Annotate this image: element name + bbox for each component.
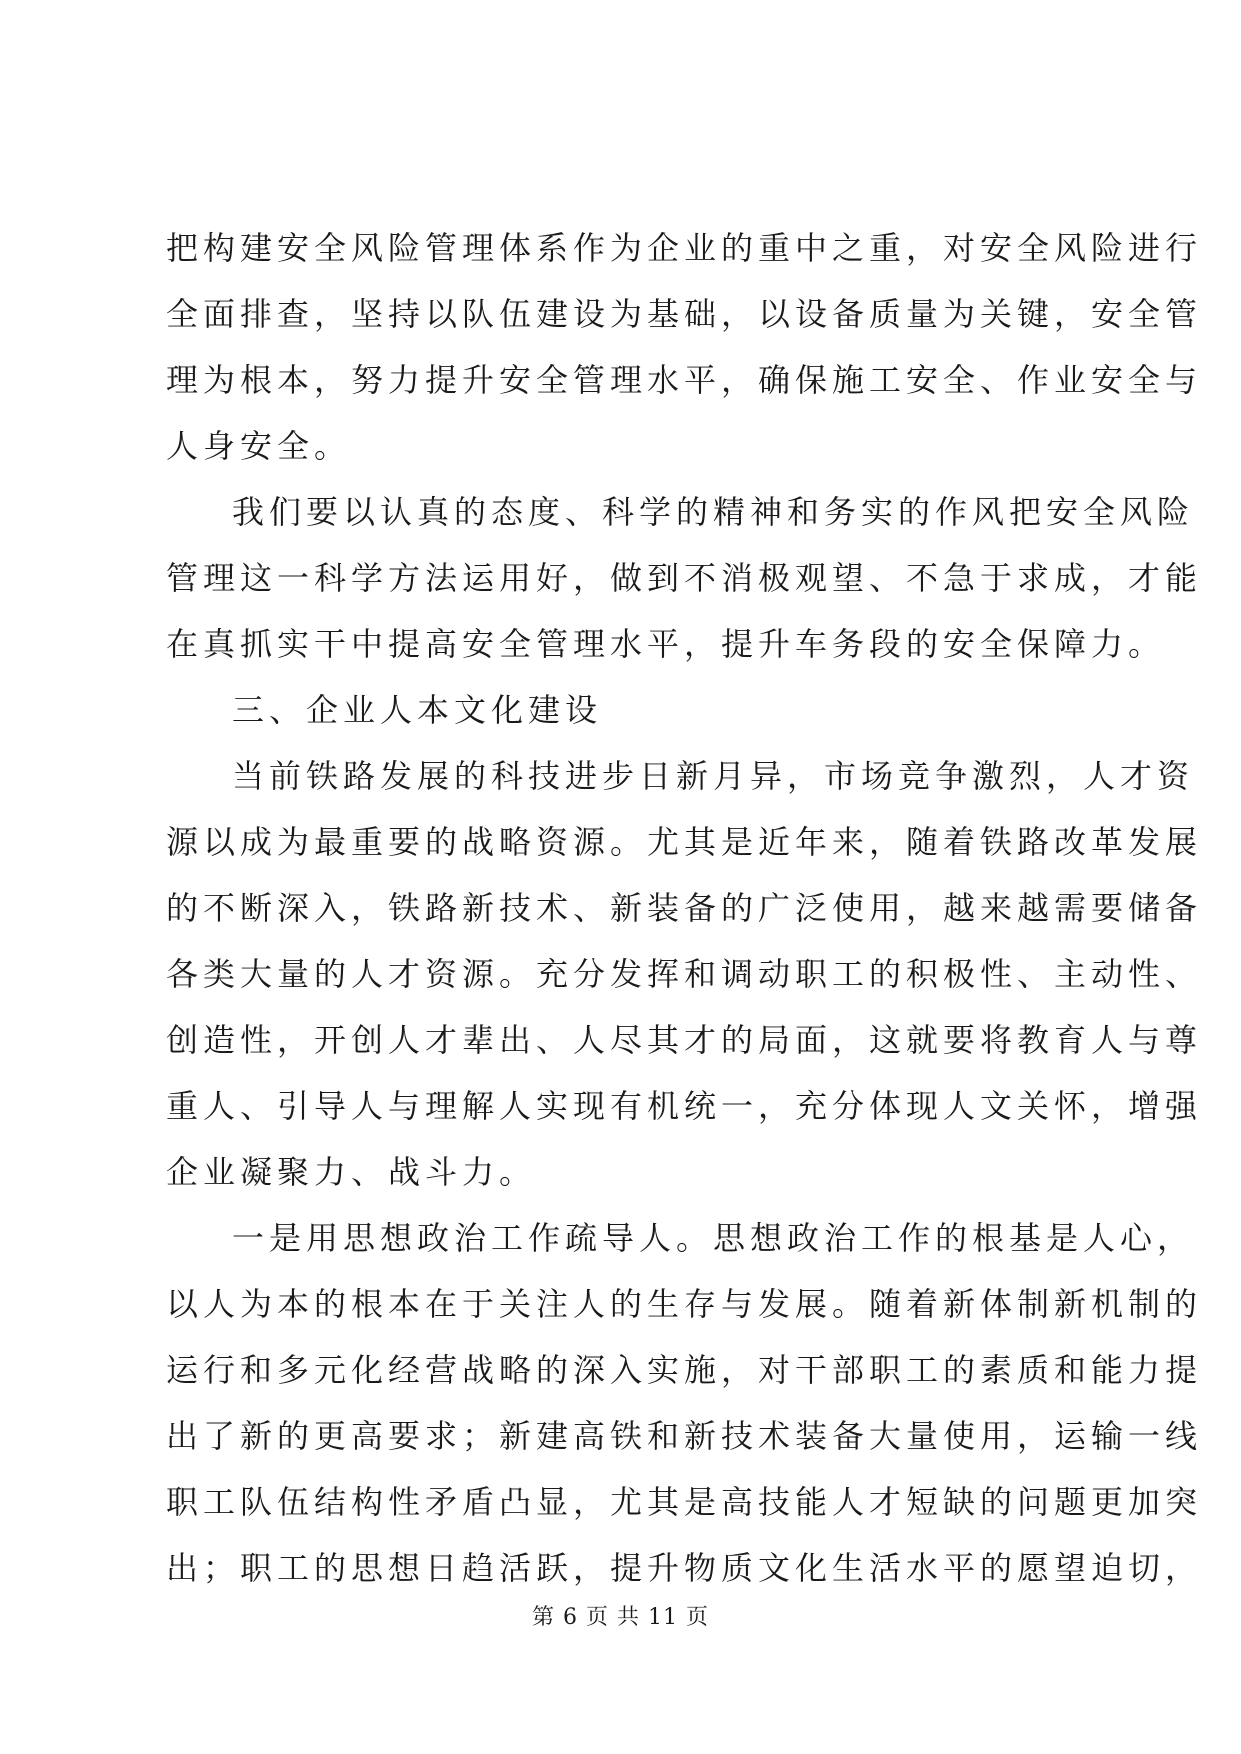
text-line: 出；职工的思想日趋活跃，提升物质文化生活水平的愿望迫切， — [166, 1549, 1203, 1587]
text-line: 管理这一科学方法运用好，做到不消极观望、不急于求成，才能 — [166, 559, 1203, 597]
text-line: 在真抓实干中提高安全管理水平，提升车务段的安全保障力。 — [166, 625, 1166, 663]
paragraph-first-line: 当前铁路发展的科技进步日新月异，市场竞争激烈，人才资 — [232, 757, 1195, 795]
text-line: 人身安全。 — [166, 427, 352, 465]
text-line: 源以成为最重要的战略资源。尤其是近年来，随着铁路改革发展 — [166, 823, 1203, 861]
text-line: 运行和多元化经营战略的深入实施，对干部职工的素质和能力提 — [166, 1351, 1203, 1389]
text-line: 创造性，开创人才辈出、人尽其才的局面，这就要将教育人与尊 — [166, 1021, 1203, 1059]
page-number-footer: 第 6 页 共 11 页 — [532, 1605, 709, 1630]
text-line: 重人、引导人与理解人实现有机统一，充分体现人文关怀，增强 — [166, 1087, 1203, 1125]
section-heading: 三、企业人本文化建设 — [232, 691, 603, 729]
text-line: 企业凝聚力、战斗力。 — [166, 1153, 537, 1191]
text-line: 出了新的更高要求；新建高铁和新技术装备大量使用，运输一线 — [166, 1417, 1203, 1455]
document-body — [166, 228, 1203, 1614]
text-line: 各类大量的人才资源。充分发挥和调动职工的积极性、主动性、 — [166, 955, 1203, 993]
text-line: 全面排查，坚持以队伍建设为基础，以设备质量为关键，安全管 — [166, 295, 1203, 333]
paragraph-first-line: 一是用思想政治工作疏导人。思想政治工作的根基是人心， — [232, 1219, 1195, 1257]
text-line: 把构建安全风险管理体系作为企业的重中之重，对安全风险进行 — [166, 229, 1203, 267]
paragraph-first-line: 我们要以认真的态度、科学的精神和务实的作风把安全风险 — [232, 493, 1195, 531]
text-line: 理为根本，努力提升安全管理水平，确保施工安全、作业安全与 — [166, 361, 1203, 399]
text-line: 职工队伍结构性矛盾凸显，尤其是高技能人才短缺的问题更加突 — [166, 1483, 1203, 1521]
text-line: 以人为本的根本在于关注人的生存与发展。随着新体制新机制的 — [166, 1285, 1203, 1323]
text-line: 的不断深入，铁路新技术、新装备的广泛使用，越来越需要储备 — [166, 889, 1203, 927]
